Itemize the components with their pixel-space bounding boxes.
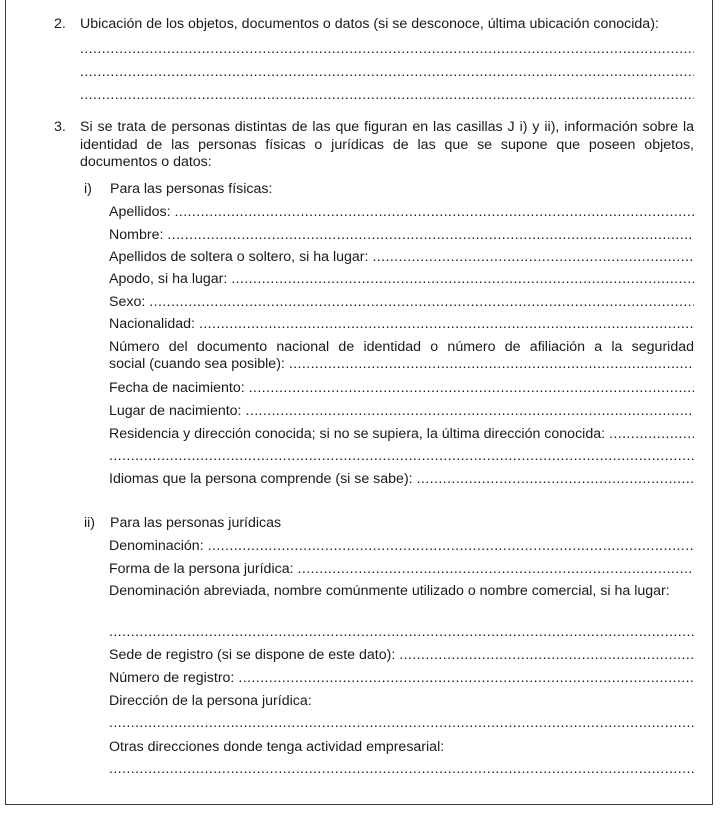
item-3-label: Si se trata de personas distintas de las que figuran en las casillas J i) y ii), información sobre la identidad de las personas físicas o jurídicas de las que se supone que poseen objetos, documentos o datos:: [80, 119, 694, 170]
natural-persons-heading: Para las personas físicas:: [110, 181, 273, 197]
registration-number-field[interactable]: Número de registro: .....: [109, 670, 694, 687]
sex-field[interactable]: Sexo: .....: [109, 294, 694, 311]
other-addresses-label: Otras direcciones donde tenga actividad empresarial:: [109, 739, 445, 755]
legal-form-field[interactable]: Forma de la persona jurídica: .....: [109, 561, 694, 578]
location-field-line-3[interactable]: [80, 87, 694, 104]
birth-date-field[interactable]: Fecha de nacimiento: .....: [109, 380, 694, 397]
nickname-field[interactable]: Apodo, si ha lugar: .....: [109, 271, 694, 288]
maiden-name-field[interactable]: Apellidos de soltera o soltero, si ha lugar: .....: [109, 249, 694, 266]
item-2-number: 2.: [54, 16, 66, 32]
item-2-label: Ubicación de los objetos, documentos o datos (si se desconoce, última ubicación conocida):: [80, 16, 659, 32]
birth-place-field[interactable]: Lugar de nacimiento: .....: [109, 403, 694, 420]
id-number-label: Número del documento nacional de identidad o número de afiliación a la seguridad: [109, 339, 694, 355]
location-field-line-2[interactable]: [80, 64, 694, 81]
abbreviated-name-label: Denominación abreviada, nombre comúnmente utilizado o nombre comercial, si ha lugar:: [109, 583, 670, 599]
residence-field[interactable]: Residencia y dirección conocida; si no se supiera, la última dirección conocida: .....: [109, 426, 694, 443]
legal-persons-marker: ii): [84, 515, 96, 531]
location-field-line-1[interactable]: [80, 41, 694, 58]
legal-persons-heading: Para las personas jurídicas: [110, 515, 282, 531]
abbreviated-name-field[interactable]: [109, 624, 694, 641]
legal-address-label: Dirección de la persona jurídica:: [109, 693, 312, 709]
surname-field[interactable]: Apellidos: .....: [109, 204, 694, 221]
natural-persons-marker: i): [84, 181, 92, 197]
languages-field[interactable]: Idiomas que la persona comprende (si se sabe): .....: [109, 471, 694, 488]
nationality-field[interactable]: Nacionalidad: .....: [109, 316, 694, 333]
other-addresses-field[interactable]: [109, 761, 694, 778]
legal-address-field[interactable]: [109, 715, 694, 732]
item-3-number: 3.: [54, 119, 66, 135]
residence-field-line-2[interactable]: [109, 448, 694, 465]
denomination-field[interactable]: Denominación: .....: [109, 538, 694, 555]
registered-seat-field[interactable]: Sede de registro (si se dispone de este dato): .....: [109, 647, 694, 664]
name-field[interactable]: Nombre: .....: [109, 227, 694, 244]
id-number-field[interactable]: social (cuando sea posible): .....: [109, 356, 694, 373]
